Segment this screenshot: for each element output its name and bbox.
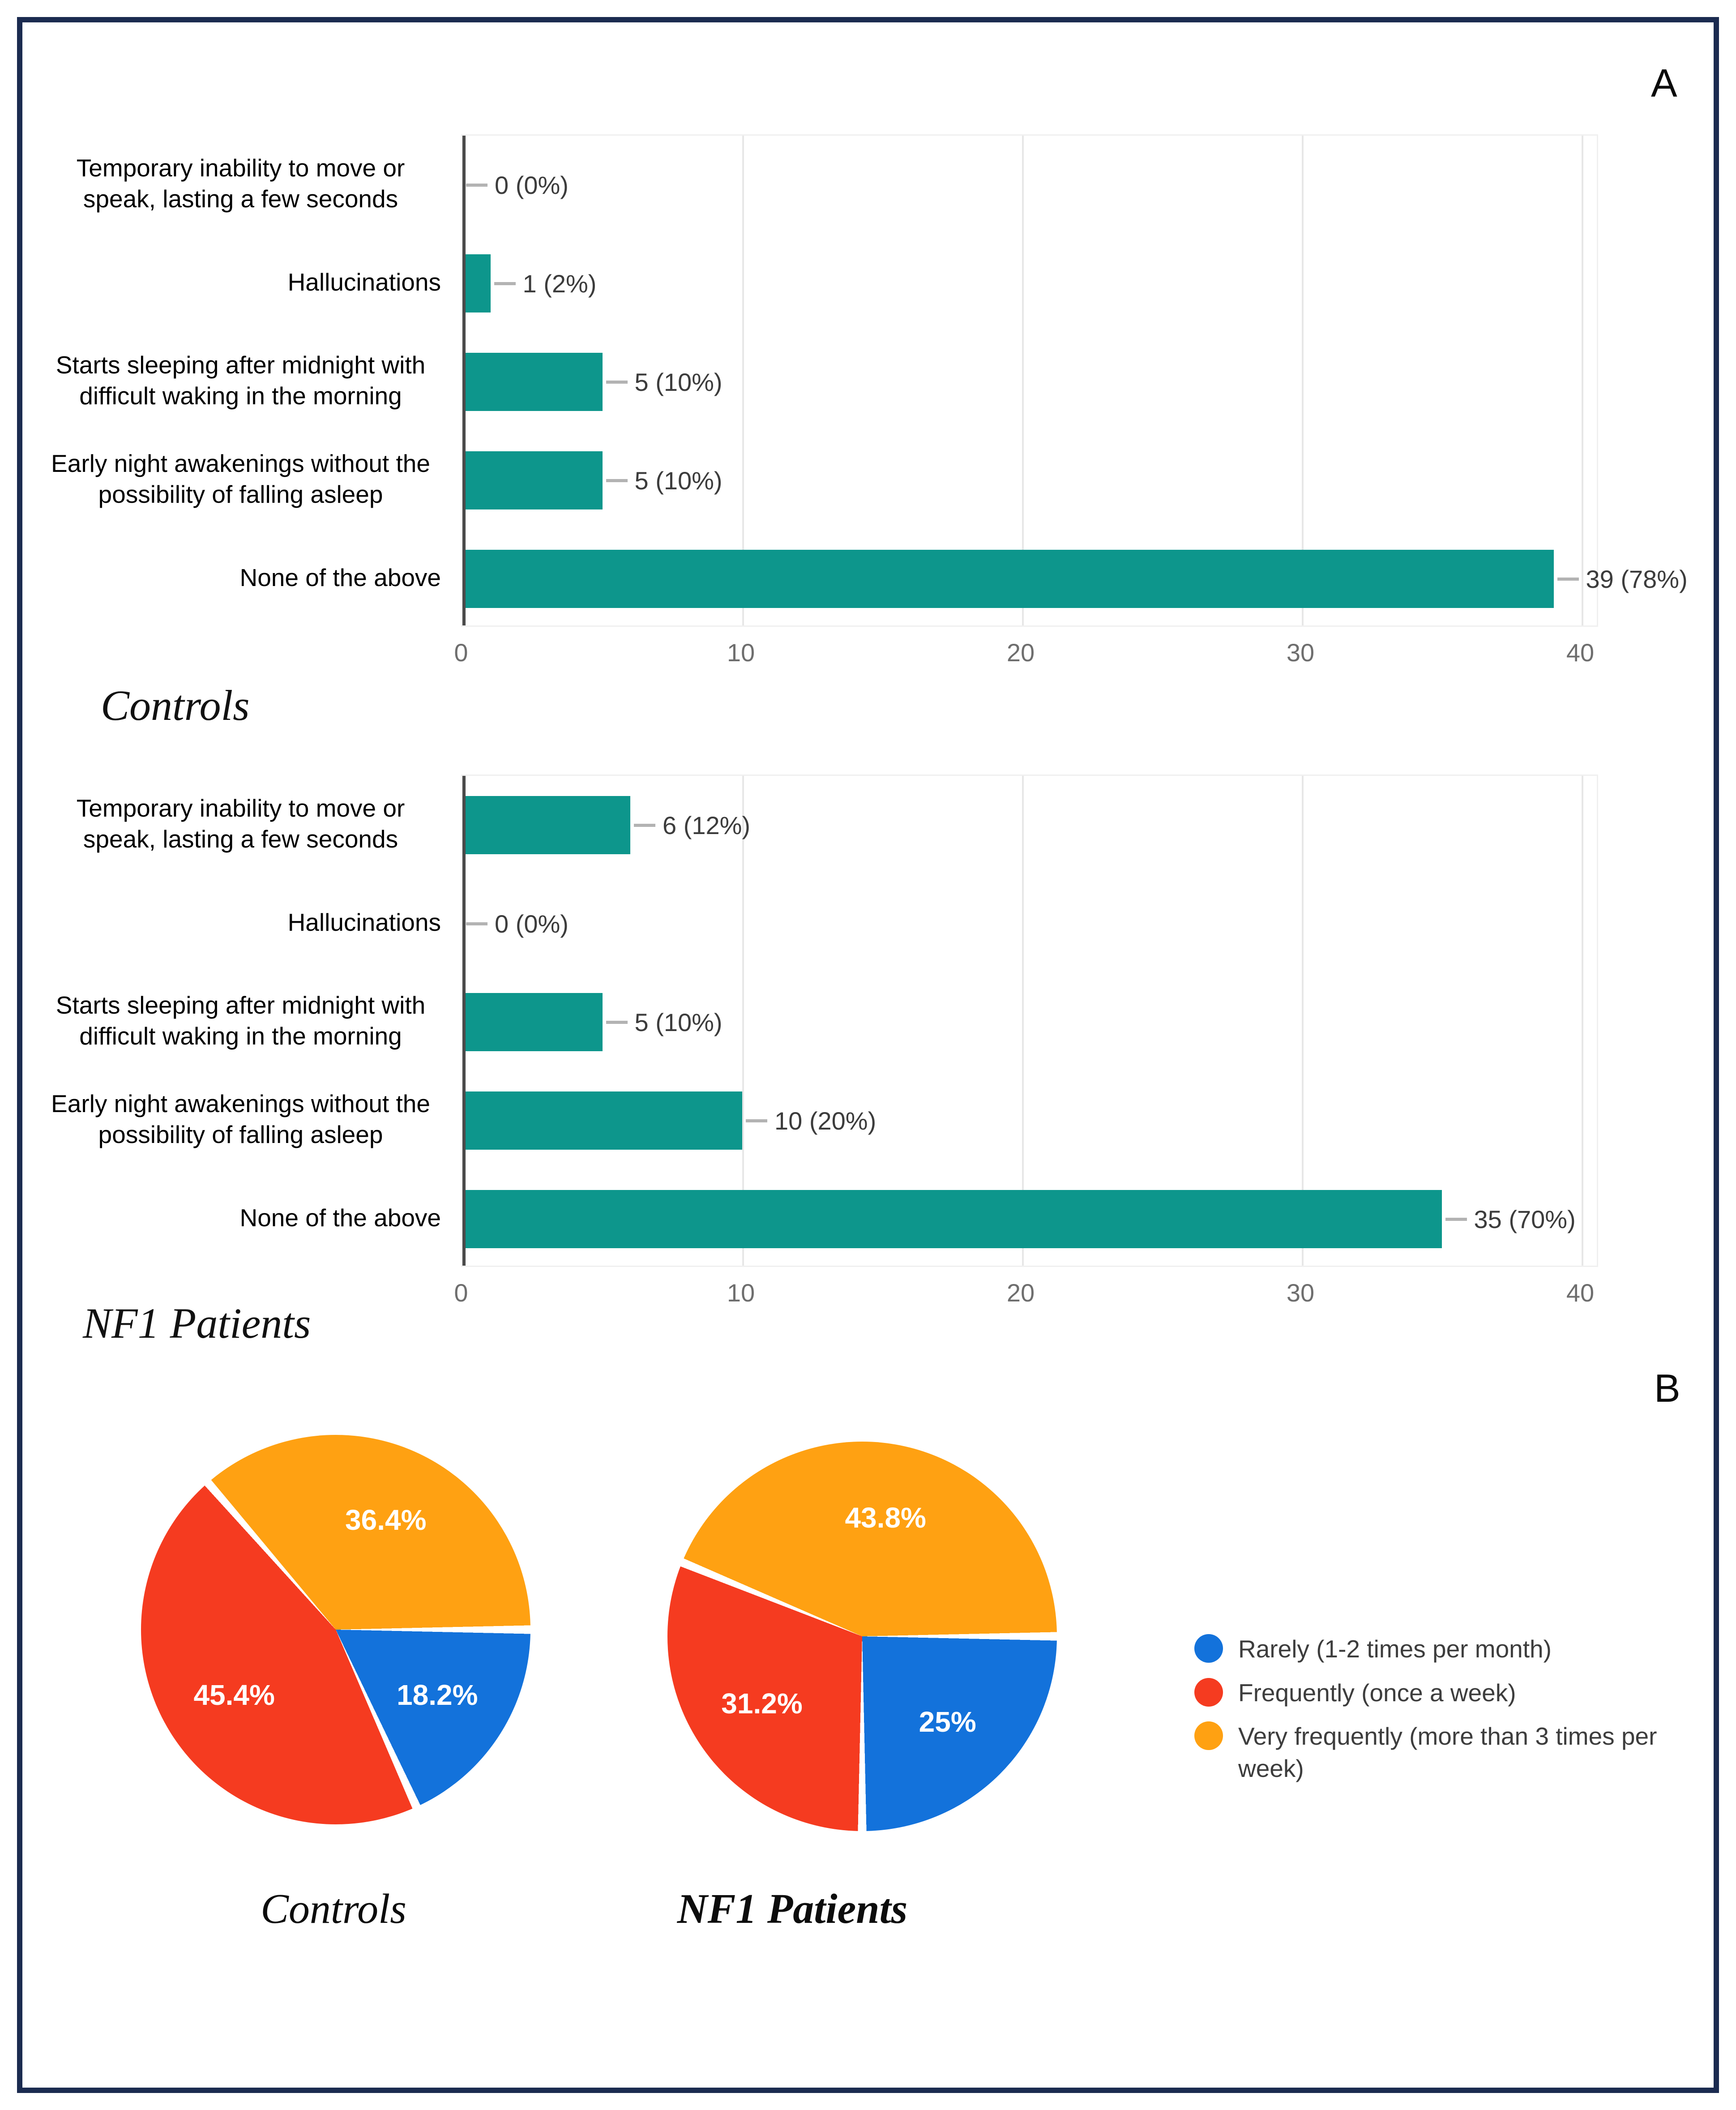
value-label: 35 (70%) (1474, 1205, 1576, 1233)
plot-area (461, 134, 1688, 627)
value-label: 5 (10%) (634, 368, 723, 396)
value-label-group (1445, 1190, 1576, 1248)
category-label (40, 972, 441, 1070)
bar (462, 993, 603, 1051)
pie-slice-label: 25% (919, 1705, 976, 1738)
pie-slice-label: 36.4% (345, 1503, 427, 1536)
value-label-group (1557, 550, 1688, 608)
category-label-text: Starts sleeping after midnight with difficult waking in the morning (56, 351, 426, 410)
category-label-text: Hallucinations (287, 268, 441, 296)
category-labels (40, 134, 441, 627)
category-label (40, 1168, 441, 1267)
value-label-group (634, 796, 750, 854)
value-label: 39 (78%) (1586, 565, 1688, 593)
x-tick-label: 10 (727, 638, 755, 667)
legend-label: Frequently (once a week) (1238, 1678, 1516, 1707)
category-label-text: Temporary inability to move or speak, lasting a few seconds (76, 794, 405, 853)
x-tick-label: 0 (454, 1279, 468, 1307)
category-labels (40, 775, 441, 1267)
category-label (40, 331, 441, 430)
x-tick-label: 10 (727, 1279, 755, 1307)
pie-slice-label: 43.8% (845, 1502, 926, 1534)
value-label: 5 (10%) (634, 1008, 723, 1036)
value-label-group (606, 451, 723, 509)
pie-slice-label: 31.2% (721, 1687, 803, 1720)
value-label-group (606, 353, 723, 411)
category-label-text: Temporary inability to move or speak, lasting a few seconds (76, 154, 405, 213)
category-label-text: Starts sleeping after midnight with difficult waking in the morning (56, 991, 426, 1050)
leader-line (634, 824, 655, 827)
x-axis-ticks (454, 638, 1598, 678)
legend-item (1194, 1633, 1714, 1665)
category-label (40, 134, 441, 233)
x-tick-label: 30 (1286, 1279, 1315, 1307)
leader-line (606, 381, 628, 384)
chart-title-nf1-patients: NF1 Patients (83, 1299, 311, 1347)
value-label-group (494, 254, 597, 312)
leader-line (1445, 1218, 1467, 1221)
gridline (1582, 776, 1583, 1266)
bar (462, 1091, 742, 1150)
pie-caption-nf1-patients: NF1 Patients (677, 1886, 908, 1932)
y-axis-line (462, 776, 466, 1266)
leader-line (606, 479, 628, 482)
value-label-group (606, 993, 723, 1051)
panel-a-label: A (1651, 61, 1677, 105)
category-label-text: Hallucinations (287, 908, 441, 936)
x-tick-label: 20 (1006, 638, 1035, 667)
value-label: 0 (0%) (495, 171, 569, 199)
bar (462, 451, 603, 509)
legend-label: Rarely (1-2 times per month) (1238, 1635, 1552, 1663)
chart-title-controls: Controls (101, 681, 250, 729)
category-label-text: None of the above (239, 563, 441, 591)
value-label-group (466, 156, 569, 214)
y-axis-line (462, 136, 466, 625)
panel-b-label: B (1654, 1366, 1680, 1410)
bar (462, 254, 491, 312)
legend-color-dot (1194, 1678, 1223, 1707)
legend-label: Very frequently (more than 3 times per week) (1238, 1722, 1657, 1782)
leader-line (746, 1119, 767, 1122)
value-label: 10 (20%) (774, 1106, 877, 1135)
value-label: 0 (0%) (495, 909, 569, 938)
pie-legend (1194, 1633, 1714, 1785)
pie-chart-controls (141, 1435, 530, 1824)
legend-color-dot (1194, 1721, 1223, 1750)
category-label (40, 1070, 441, 1168)
legend-color-dot (1194, 1634, 1223, 1663)
pie-slice-label: 18.2% (397, 1678, 478, 1711)
bar (462, 353, 603, 411)
value-label: 6 (12%) (663, 811, 751, 839)
pie-slice-label: 45.4% (193, 1678, 275, 1711)
leader-line (466, 184, 487, 187)
leader-line (466, 922, 487, 925)
leader-line (494, 282, 516, 285)
bar (462, 550, 1554, 608)
category-label (40, 775, 441, 873)
value-label: 1 (2%) (522, 269, 597, 298)
category-label-text: Early night awakenings without the possibility of falling asleep (51, 1090, 430, 1148)
legend-item (1194, 1721, 1714, 1785)
x-tick-label: 40 (1566, 638, 1595, 667)
category-label-text: Early night awakenings without the possibility of falling asleep (51, 449, 430, 508)
bar (462, 796, 630, 854)
pie-caption-controls: Controls (261, 1886, 406, 1932)
plot-area (461, 775, 1598, 1267)
x-tick-label: 0 (454, 638, 468, 667)
x-axis-ticks (454, 1278, 1598, 1318)
x-tick-label: 20 (1006, 1279, 1035, 1307)
value-label-group (466, 895, 569, 953)
value-label-group (746, 1091, 876, 1150)
legend-item (1194, 1677, 1714, 1709)
x-tick-label: 40 (1566, 1279, 1595, 1307)
bar (462, 1190, 1442, 1248)
category-label (40, 873, 441, 972)
x-tick-label: 30 (1286, 638, 1315, 667)
leader-line (606, 1021, 628, 1024)
category-label (40, 233, 441, 331)
category-label (40, 528, 441, 627)
pie-chart-nf1-patients (667, 1442, 1057, 1831)
value-label: 5 (10%) (634, 466, 723, 495)
category-label (40, 430, 441, 528)
category-label-text: None of the above (239, 1203, 441, 1232)
leader-line (1557, 578, 1579, 581)
